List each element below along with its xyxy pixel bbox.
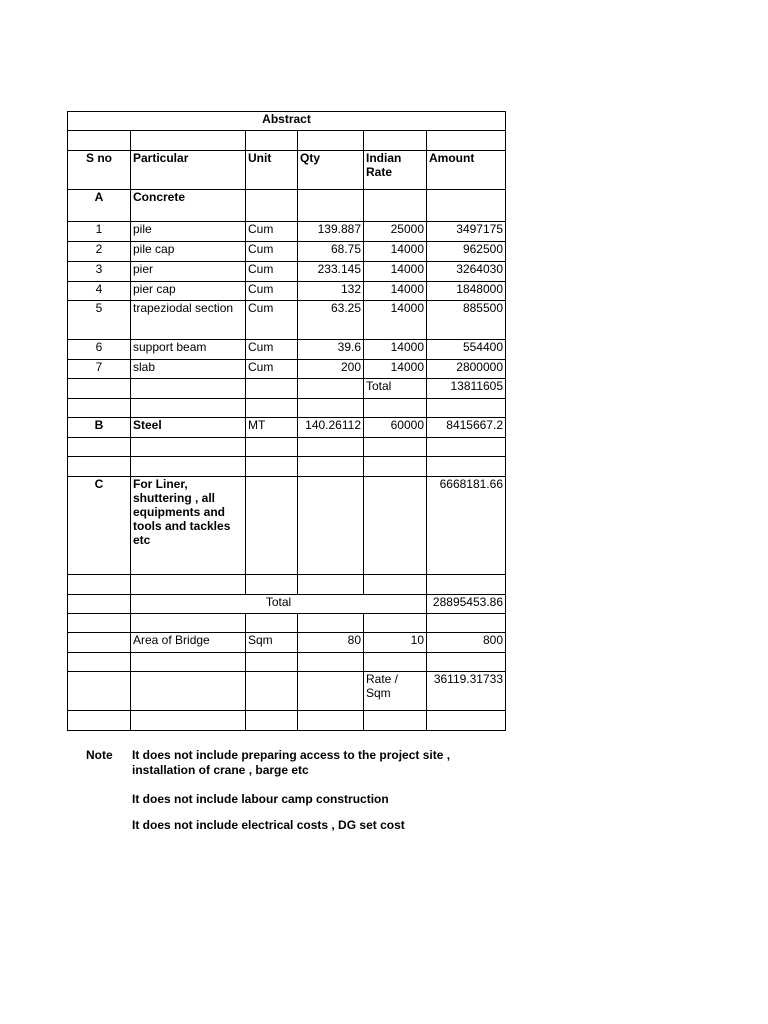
row-particular: trapeziodal section <box>131 301 246 340</box>
spacer-row <box>68 653 506 672</box>
row-unit: Cum <box>246 301 298 340</box>
row-qty: 233.145 <box>298 262 364 282</box>
section-c-label: For Liner, shuttering , all equipments and tools and tackles etc <box>131 477 246 575</box>
section-b-rate: 60000 <box>364 418 427 438</box>
concrete-total-label: Total <box>364 379 427 399</box>
row-amount: 962500 <box>427 242 506 262</box>
row-sno: 3 <box>68 262 131 282</box>
section-a-label: Concrete <box>131 190 246 222</box>
spacer-row <box>68 131 506 151</box>
row-sno: 7 <box>68 360 131 379</box>
grand-total-row <box>68 595 506 614</box>
row-particular: pier cap <box>131 282 246 301</box>
section-a-sno: A <box>68 190 131 222</box>
spacer-row <box>68 438 506 457</box>
row-rate: 14000 <box>364 262 427 282</box>
section-c-amount: 6668181.66 <box>427 477 506 575</box>
table-title: Abstract <box>68 112 506 131</box>
table-row <box>68 360 506 379</box>
row-qty: 68.75 <box>298 242 364 262</box>
abstract-table <box>67 111 506 731</box>
section-b-qty: 140.26112 <box>298 418 364 438</box>
row-amount: 2800000 <box>427 360 506 379</box>
note-line-2: It does not include labour camp construction <box>132 792 389 806</box>
spacer-row <box>68 614 506 633</box>
section-b-label: Steel <box>131 418 246 438</box>
grand-total-amount: 28895453.86 <box>427 595 506 614</box>
concrete-total-row <box>68 379 506 399</box>
note-line-1: It does not include preparing access to the project site , installation of crane , barge etc <box>132 748 451 777</box>
header-particular: Particular <box>131 151 246 190</box>
spacer-row <box>68 399 506 418</box>
row-amount: 3264030 <box>427 262 506 282</box>
row-qty: 63.25 <box>298 301 364 340</box>
section-b-sno: B <box>68 418 131 438</box>
title-row <box>68 112 506 131</box>
section-b-amount: 8415667.2 <box>427 418 506 438</box>
section-a-row <box>68 190 506 222</box>
row-sno: 1 <box>68 222 131 242</box>
row-unit: Cum <box>246 340 298 360</box>
row-unit: Cum <box>246 262 298 282</box>
row-particular: pier <box>131 262 246 282</box>
row-qty: 200 <box>298 360 364 379</box>
area-amount: 800 <box>427 633 506 653</box>
spacer-row <box>68 711 506 731</box>
row-rate: 14000 <box>364 282 427 301</box>
area-label: Area of Bridge <box>131 633 246 653</box>
row-sno: 2 <box>68 242 131 262</box>
section-b-unit: MT <box>246 418 298 438</box>
area-rate: 10 <box>364 633 427 653</box>
row-particular: pile <box>131 222 246 242</box>
row-amount: 885500 <box>427 301 506 340</box>
row-rate: 14000 <box>364 340 427 360</box>
row-rate: 14000 <box>364 301 427 340</box>
row-qty: 132 <box>298 282 364 301</box>
row-amount: 554400 <box>427 340 506 360</box>
row-unit: Cum <box>246 242 298 262</box>
row-unit: Cum <box>246 360 298 379</box>
row-particular: pile cap <box>131 242 246 262</box>
row-particular: support beam <box>131 340 246 360</box>
table-row <box>68 282 506 301</box>
rate-per-sqm-amount: 36119.31733 <box>427 672 506 711</box>
header-sno: S no <box>68 151 131 190</box>
table-row <box>68 242 506 262</box>
header-unit: Unit <box>246 151 298 190</box>
row-particular: slab <box>131 360 246 379</box>
row-unit: Cum <box>246 222 298 242</box>
header-row <box>68 151 506 190</box>
row-sno: 5 <box>68 301 131 340</box>
rate-per-sqm-label: Rate / Sqm <box>364 672 427 711</box>
area-unit: Sqm <box>246 633 298 653</box>
spacer-row <box>68 457 506 477</box>
header-amount: Amount <box>427 151 506 190</box>
row-rate: 25000 <box>364 222 427 242</box>
section-b-row <box>68 418 506 438</box>
row-sno: 6 <box>68 340 131 360</box>
row-amount: 1848000 <box>427 282 506 301</box>
note-label: Note <box>86 748 113 762</box>
row-unit: Cum <box>246 282 298 301</box>
table-row <box>68 262 506 282</box>
row-rate: 14000 <box>364 242 427 262</box>
row-qty: 39.6 <box>298 340 364 360</box>
row-amount: 3497175 <box>427 222 506 242</box>
table-row <box>68 222 506 242</box>
header-rate: Indian Rate <box>364 151 427 190</box>
table-row <box>68 301 506 340</box>
rate-per-sqm-row <box>68 672 506 711</box>
table-row <box>68 340 506 360</box>
area-qty: 80 <box>298 633 364 653</box>
section-c-sno: C <box>68 477 131 575</box>
concrete-total-amount: 13811605 <box>427 379 506 399</box>
section-c-row <box>68 477 506 575</box>
row-qty: 139.887 <box>298 222 364 242</box>
row-sno: 4 <box>68 282 131 301</box>
grand-total-label: Total <box>131 595 427 614</box>
header-qty: Qty <box>298 151 364 190</box>
row-rate: 14000 <box>364 360 427 379</box>
area-row <box>68 633 506 653</box>
spacer-row <box>68 575 506 595</box>
note-line-3: It does not include electrical costs , DG set cost <box>132 818 405 832</box>
